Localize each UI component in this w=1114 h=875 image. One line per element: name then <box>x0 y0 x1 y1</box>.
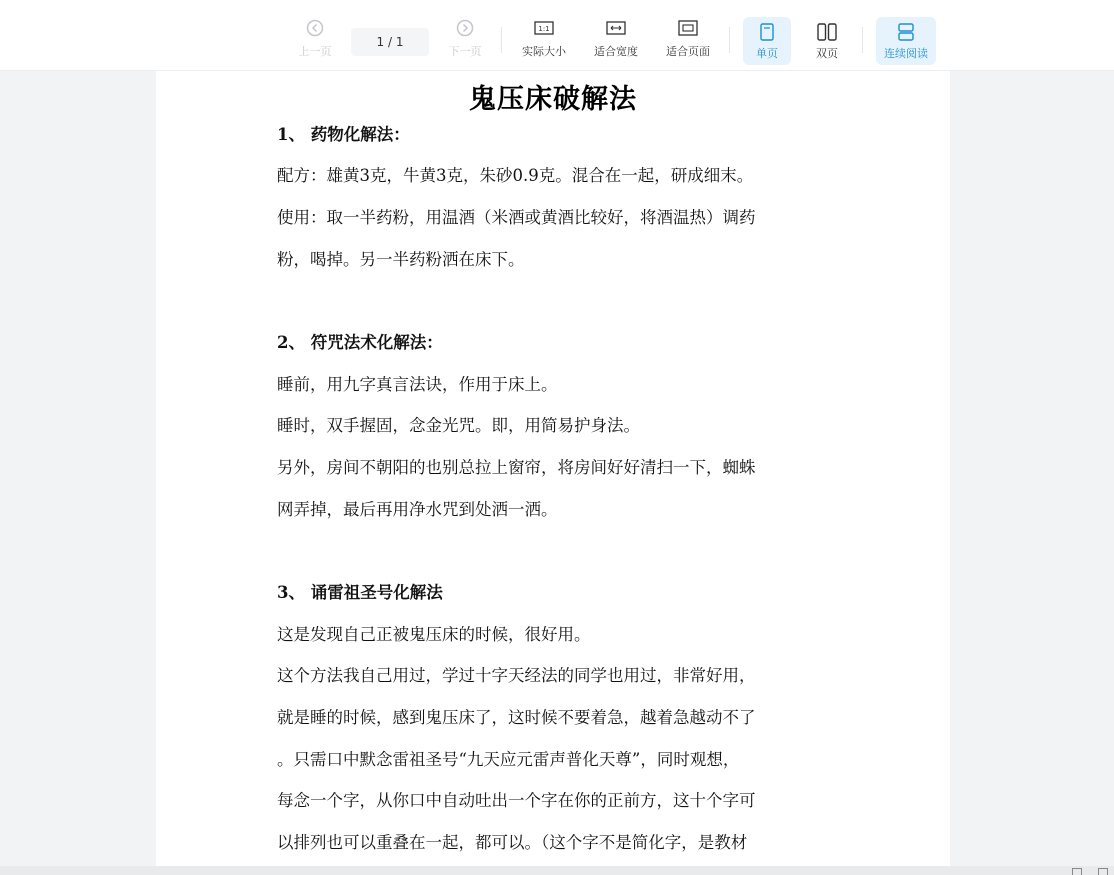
double-page-label: 双页 <box>816 47 838 60</box>
paragraph-line: 以排列也可以重叠在一起，都可以。（这个字不是简化字，是教材 <box>277 833 748 852</box>
next-page-button[interactable] <box>446 17 484 65</box>
next-page-label: 下一页 <box>448 45 482 58</box>
prev-page-label: 上一页 <box>298 45 332 58</box>
fit-page-button[interactable] <box>662 17 714 65</box>
paragraph-line: 使用：取一半药粉，用温酒（米酒或黄酒比较好，将酒温热）调药 <box>277 208 756 227</box>
fit-page-label: 适合页面 <box>666 45 710 58</box>
svg-text:1:1: 1:1 <box>538 25 550 33</box>
section-heading: 3、 诵雷祖圣号化解法 <box>277 583 443 602</box>
paragraph-line: 配方：雄黄3克，牛黄3克，朱砂0.9克。混合在一起，研成细末。 <box>277 166 754 185</box>
arrow-right-circle-icon <box>454 17 476 39</box>
document-title: 鬼压床破解法 <box>469 84 637 115</box>
section-heading: 2、 符咒法术化解法： <box>277 333 443 352</box>
continuous-read-icon <box>895 21 917 43</box>
double-page-button[interactable] <box>805 17 849 65</box>
fit-width-button[interactable] <box>590 17 642 65</box>
fit-width-icon <box>605 17 627 39</box>
paragraph-line: 睡时，双手握固，念金光咒。即，用简易护身法。 <box>277 416 640 435</box>
actual-size-label: 实际大小 <box>522 45 566 58</box>
fit-width-label: 适合宽度 <box>594 45 638 58</box>
fit-page-icon <box>677 17 699 39</box>
document-page <box>156 71 950 875</box>
arrow-left-circle-icon <box>304 17 326 39</box>
paragraph-line: 。只需口中默念雷祖圣号“九天应元雷声普化天尊”，同时观想， <box>277 750 740 769</box>
page-number-input[interactable]: 1 / 1 <box>351 28 429 56</box>
page-icon[interactable] <box>1072 868 1082 875</box>
toolbar-divider <box>501 27 502 53</box>
single-page-icon <box>756 21 778 43</box>
toolbar-divider <box>862 27 863 53</box>
double-page-icon <box>816 21 838 43</box>
paragraph-line: 每念一个字，从你口中自动吐出一个字在你的正前方，这十个字可 <box>277 791 756 810</box>
toolbar-divider <box>729 27 730 53</box>
paragraph-line: 这个方法我自己用过，学过十字天经法的同学也用过，非常好用， <box>277 666 756 685</box>
single-page-button[interactable] <box>743 17 791 65</box>
section-heading: 1、 药物化解法： <box>277 125 410 144</box>
paragraph-line: 另外，房间不朝阳的也别总拉上窗帘，将房间好好清扫一下，蜘蛛 <box>277 458 756 477</box>
single-page-label: 单页 <box>756 47 778 60</box>
status-bar <box>0 866 1114 875</box>
prev-page-button[interactable] <box>296 17 334 65</box>
paragraph-line: 这是发现自己正被鬼压床的时候，很好用。 <box>277 625 591 644</box>
continuous-read-button[interactable] <box>876 17 936 65</box>
continuous-read-label: 连续阅读 <box>884 47 928 60</box>
page-icon[interactable] <box>1098 868 1108 875</box>
paragraph-line: 网弄掉，最后再用净水咒到处洒一洒。 <box>277 500 558 519</box>
actual-size-button[interactable] <box>518 17 570 65</box>
toolbar <box>0 0 1114 71</box>
actual-size-icon <box>533 17 555 39</box>
paragraph-line: 粉，喝掉。另一半药粉洒在床下。 <box>277 250 525 269</box>
paragraph-line: 就是睡的时候，感到鬼压床了，这时候不要着急，越着急越动不了 <box>277 708 756 727</box>
paragraph-line: 睡前，用九字真言法诀，作用于床上。 <box>277 375 558 394</box>
